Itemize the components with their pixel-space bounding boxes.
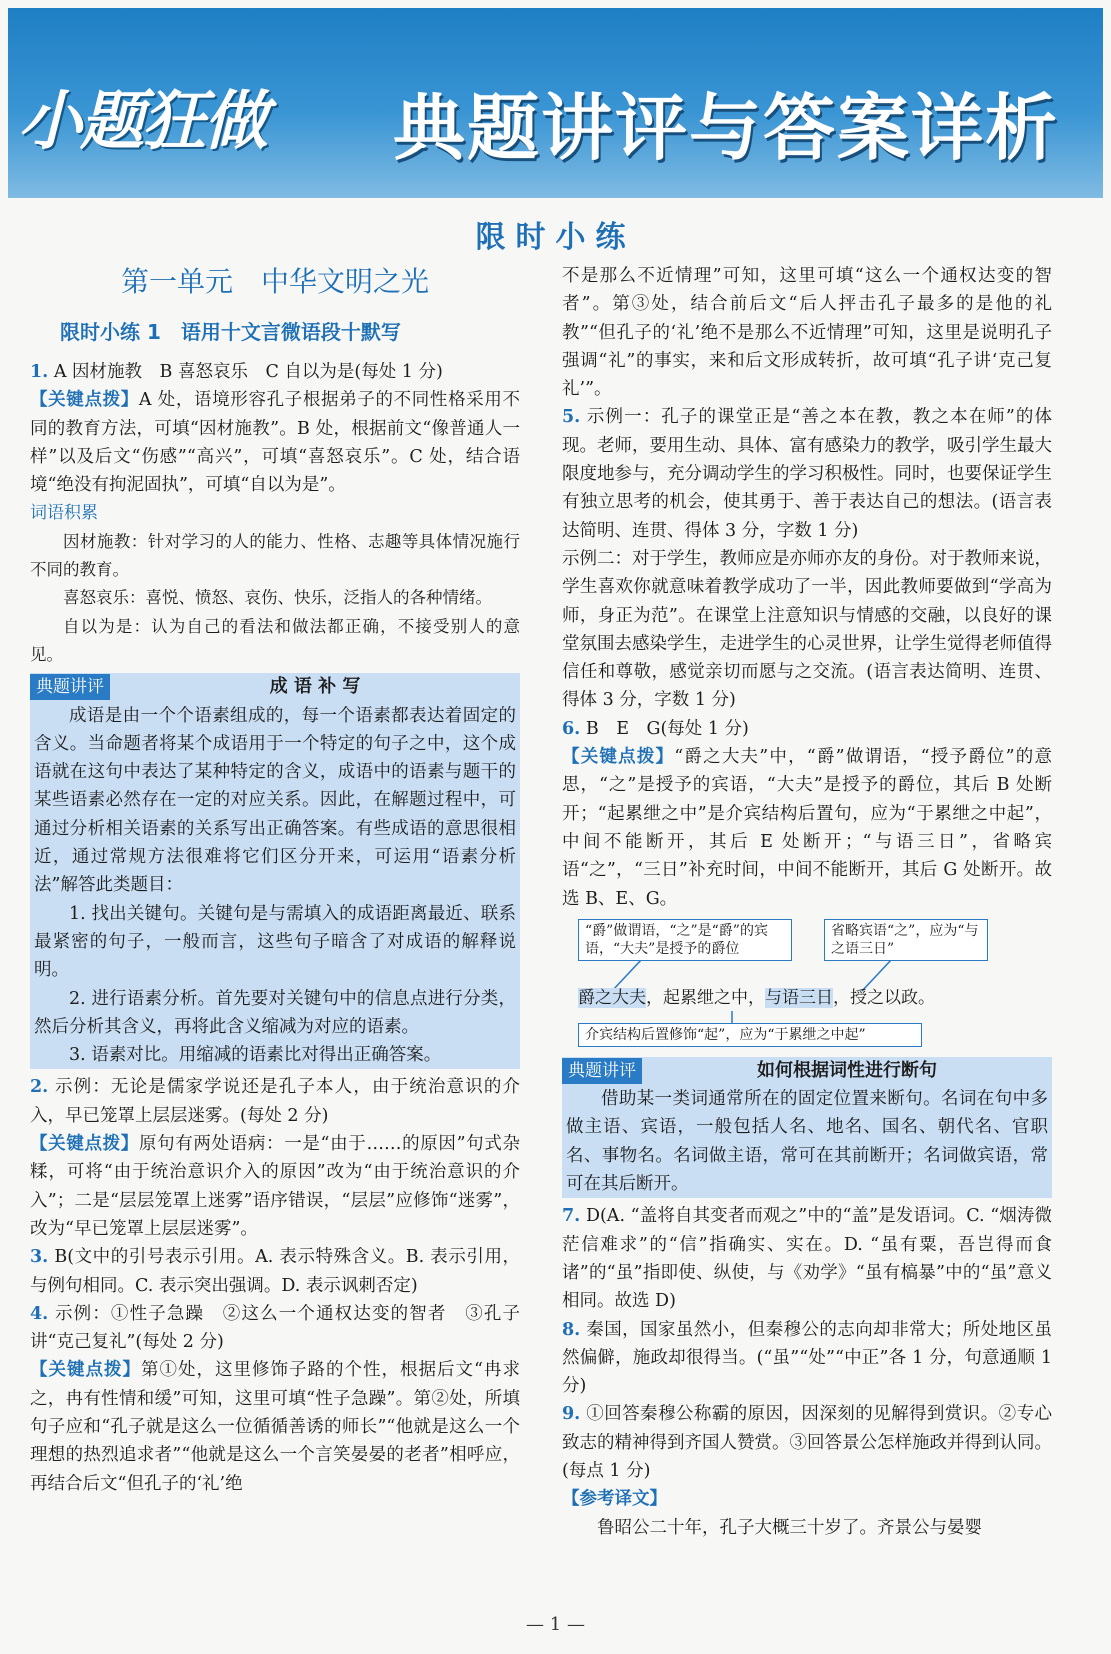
diagram-phrase: 与语三日 xyxy=(765,987,833,1008)
sentence-diagram xyxy=(562,919,1052,1051)
key-point-6: 【关键点拨】“爵之大夫”中，“爵”做谓语，“授予爵位”的意思，“之”是授予的宾语，“大夫”是授予的爵位，其后 B 处断开；“起累绁之中”是介宾结构后置句，应为“于累绁之中起”，中间不能断开，其后 E 处断开；“与语三日”，省略宾语“之”，“三日”补充时间，中间不能断开，其后 G 处断开。故选 B、E、G。 xyxy=(562,747,1052,909)
diagram-arrow-2 xyxy=(862,959,892,991)
diagram-sentence xyxy=(578,989,935,1007)
question-number: 1. xyxy=(30,362,49,382)
diagram-box-1: “爵”做谓语，“之”是“爵”的宾语，“大夫”是授予的爵位 xyxy=(578,919,792,961)
lecture-tag: 典题讲评 xyxy=(30,674,110,700)
section-title: 限时小练 xyxy=(475,220,636,255)
reference-translation-tag: 【参考译文】 xyxy=(562,1489,667,1510)
lecture-tag: 典题讲评 xyxy=(562,1058,642,1084)
key-point-tag: 【关键点拨】 xyxy=(30,1360,142,1381)
answer-5: 5. 示例一：孔子的课堂正是“善之本在教，教之本在师”的体现。老师，要用生动、具体、富有感染力的教学，吸引学生最大限度地参与，充分调动学生的学习积极性。同时，也要保证学生有独立思考的机会，使其勇于、善于表达自己的想法。(语言表达简明、连贯、得体 3 分，字数 1 分) xyxy=(562,407,1052,541)
answer-1: 1. A 因材施教 B 喜怒哀乐 C 自以为是(每处 1 分) xyxy=(30,362,443,382)
diagram-box-2: 省略宾语“之”，应为“与之语三日” xyxy=(824,919,988,961)
header-banner xyxy=(8,8,1103,198)
question-number: 6. xyxy=(562,718,581,739)
key-point-4-continued: 不是那么不近情理”可知，这里可填“这么一个通权达变的智者”。第③处，结合前后文“后人抨击孔子最多的是他的礼教”“但孔子的‘礼’绝不是那么不近情理”可知，这里是说明孔子强调“礼”的事实，来和后文形成转折，故可填“孔子讲‘克己复礼’”。 xyxy=(562,266,1052,400)
answer-7: 7. D(A. “盖将自其变者而观之”中的“盖”是发语词。C. “烟涛微茫信难求”的“信”指确实、实在。D. “虽有粟，吾岂得而食诸”的“虽”指即使、纵使，与《劝学》“虽有槁暴”中的“虽”意义相同。故选 D) xyxy=(562,1206,1052,1312)
key-point-1: 【关键点拨】A 处，语境形容孔子根据弟子的不同性格采用不同的教育方法，可填“因材施教”。B 处，根据前文“像普通人一样”以及后文“伤感”“高兴”，可填“喜怒哀乐”。C 处，结合语境“绝没有拘泥固执”，可填“自以为是”。 xyxy=(30,390,521,496)
diagram-phrase: ，起累绁之中 xyxy=(646,987,748,1008)
unit-title: 第一单元 中华文明之光 xyxy=(120,265,429,298)
key-point-2: 【关键点拨】原句有两处语病：一是“由于……的原因”句式杂糅，可将“由于统治意识介入的原因”改为“由于统治意识的介入”；二是“层层笼罩上迷雾”语序错误，“层层”应修饰“迷雾”，改为“早已笼罩上层层迷雾”。 xyxy=(30,1134,520,1239)
lecture-box xyxy=(562,1057,1052,1198)
vocab-item: 因材施教：针对学习的人的能力、性格、志趣等具体情况施行不同的教育。 xyxy=(30,531,520,580)
vocab-item: 喜怒哀乐：喜悦、愤怒、哀伤、快乐，泛指人的各种情绪。 xyxy=(63,588,492,608)
lecture-paragraph: 1. 找出关键句。关键句是与需填入的成语距离最近、联系最紧密的句子，一般而言，这些句子暗含了对成语的解释说明。 xyxy=(34,903,516,981)
lecture-header xyxy=(562,1057,1052,1085)
answer-2: 2. 示例：无论是儒家学说还是孔子本人，由于统治意识的介入，早已笼罩上层层迷雾。(每处 2 分) xyxy=(30,1077,520,1126)
answer-6: 6. B E G(每处 1 分) xyxy=(562,718,749,739)
lecture-title: 成 语 补 写 xyxy=(269,676,361,698)
question-number: 3. xyxy=(30,1247,49,1268)
lecture-box xyxy=(30,673,520,1069)
answer-8: 8. 秦国，国家虽然小，但秦穆公的志向却非常大；所处地区虽然偏僻，施政却很得当。(“虽”“处”“中正”各 1 分，句意通顺 1 分) xyxy=(562,1319,1052,1397)
vocab-item: 自以为是：认为自己的看法和做法都正确，不接受别人的意见。 xyxy=(30,616,520,664)
question-number: 7. xyxy=(562,1206,581,1227)
diagram-arrow-1 xyxy=(612,959,642,991)
answer-5-example-2: 示例二：对于学生，教师应是亦师亦友的身份。对于教师来说，学生喜欢你就意味着教学成功了一半，因此教师要做到“学高为师，身正为范”。在课堂上注意知识与情感的交融，以良好的课堂氛围去感染学生，走进学生的心灵世界，让学生觉得老师值得信任和尊敬，感觉亲切而愿与之交流。(语言表达简明、连贯、得体 3 分，字数 1 分) xyxy=(562,548,1052,711)
logo: 小题狂做 xyxy=(18,85,266,159)
answer-4: 4. 示例：①性子急躁 ②这么一个通权达变的智者 ③孔子讲“克己复礼”(每处 2 分) xyxy=(30,1303,520,1353)
lecture-paragraph: 2. 进行语素分析。首先要对关键句中的信息点进行分类，然后分析其含义，再将此含义缩减为对应的语素。 xyxy=(34,988,516,1037)
left-column xyxy=(30,262,520,1498)
question-number: 9. xyxy=(562,1404,581,1425)
diagram-phrase: ， xyxy=(748,987,765,1008)
answer-9: 9. ①回答秦穆公称霸的原因，因深刻的见解得到赏识。②专心致志的精神得到齐国人赞赏。③回答景公怎样施政并得到认同。(每点 1 分) xyxy=(562,1404,1052,1481)
sub-title: 限时小练 1 语用十文言微语段十默写 xyxy=(60,320,401,344)
diagram-phrase: ，授之以政。 xyxy=(833,987,935,1008)
lecture-paragraph: 成语是由一个个语素组成的，每一个语素都表达着固定的含义。当命题者将某个成语用于一个特定的句子之中，这个成语就在这句中表达了某种特定的含义，成语中的语素与题干的某些语素必然存在一定的对应关系。因此，在解题过程中，可通过分析相关语素的关系写出正确答案。有些成语的意思很相近，通过常规方法很难将它们区分开来，可运用“语素分析法”解答此类题目： xyxy=(34,705,516,896)
question-number: 8. xyxy=(562,1319,581,1340)
answer-3: 3. B(文中的引号表示引用。A. 表示特殊含义。B. 表示引用，与例句相同。C. 表示突出强调。D. 表示讽刺否定) xyxy=(30,1247,520,1296)
key-point-tag: 【关键点拨】 xyxy=(562,747,675,768)
key-point-4: 【关键点拨】第①处，这里修饰子路的个性，根据后文“冉求之，冉有性情和缓”可知，这里可填“性子急躁”。第②处，所填句子应和“孔子就是这么一位循循善诱的师长”“他就是这么一个理想的热烈追求者”“他就是这么一个言笑晏晏的老者”相呼应，再结合后文“但孔子的‘礼’绝 xyxy=(30,1360,520,1494)
question-number: 2. xyxy=(30,1077,49,1098)
question-number: 5. xyxy=(562,407,581,428)
page-number: — 1 — xyxy=(526,1614,585,1635)
vocab-tag: 词语积累 xyxy=(30,503,98,524)
page-header-title: 典题讲评与答案详析 xyxy=(393,86,1060,170)
lecture-paragraph: 3. 语素对比。用缩减的语素比对得出正确答案。 xyxy=(69,1045,442,1066)
key-point-tag: 【关键点拨】 xyxy=(30,1134,139,1155)
key-point-tag: 【关键点拨】 xyxy=(30,390,139,411)
question-number: 4. xyxy=(30,1303,49,1324)
diagram-box-3: 介宾结构后置修饰“起”，应为“于累绁之中起” xyxy=(578,1023,922,1047)
right-column xyxy=(562,262,1052,1542)
diagram-phrase: 爵之大夫 xyxy=(578,987,646,1008)
lecture-paragraph: 借助某一类词通常所在的固定位置来断句。名词在句中多做主语、宾语，一般包括人名、地名、国名、朝代名、官职名、事物名。名词做主语，常可在其前断开；名词做宾语，常可在其后断开。 xyxy=(566,1089,1048,1195)
lecture-title: 如何根据词性进行断句 xyxy=(757,1059,937,1081)
lecture-header xyxy=(30,673,520,701)
reference-translation: 鲁昭公二十年，孔子大概三十岁了。齐景公与晏婴 xyxy=(597,1517,982,1538)
